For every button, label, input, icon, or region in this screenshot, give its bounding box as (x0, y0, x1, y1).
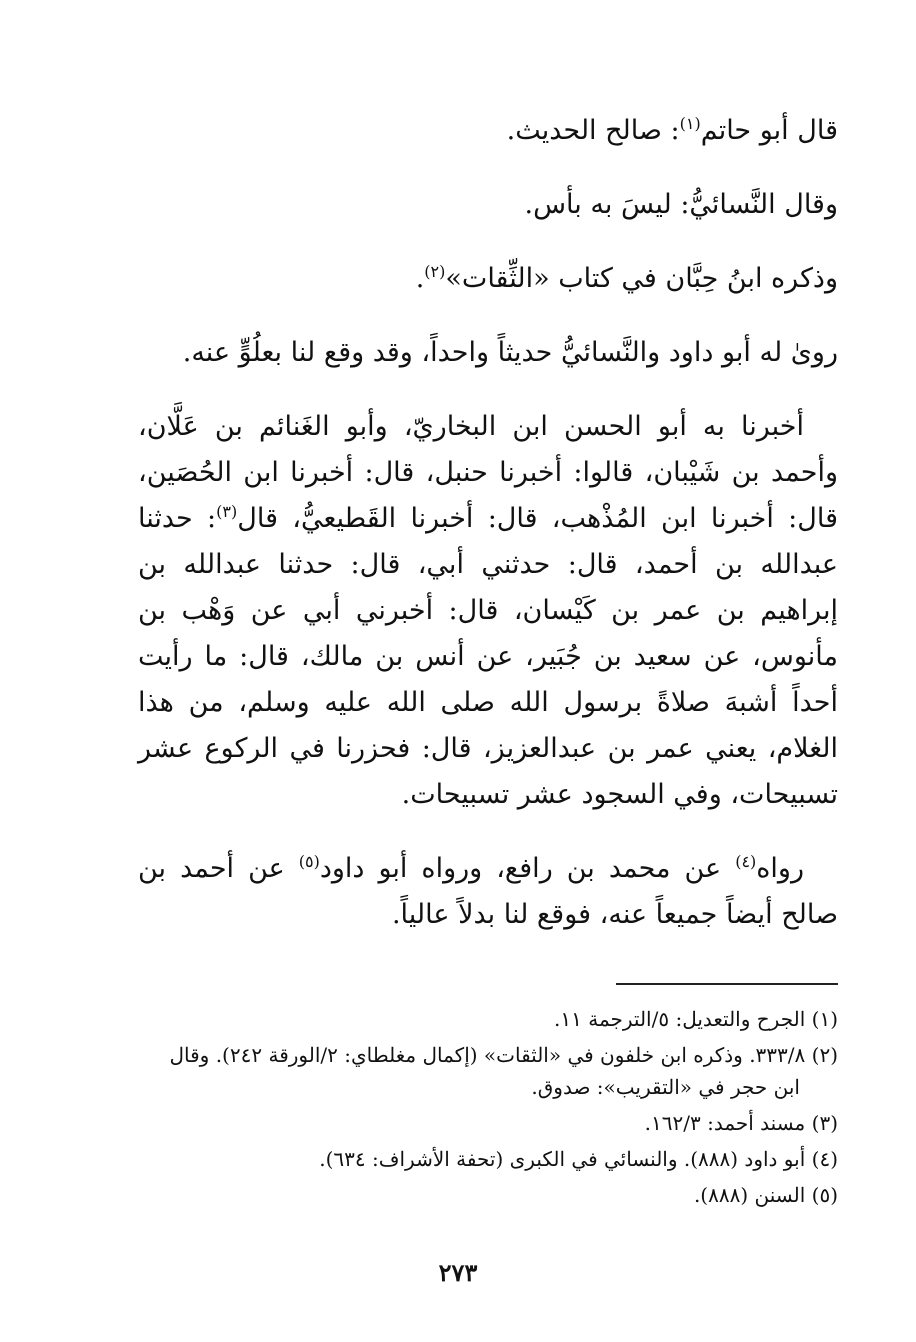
closing-text: عن محمد بن رافع، ورواه أبو داود (319, 853, 736, 884)
isnad-text: أخبرنا به أبو الحسن ابن البخاريّ، وأبو الغَنائم بن عَلَّان، وأحمد بن شَيْبان، قالوا: أخبرنا حنبل، قال: أخبرنا ابن الحُصَين، قال: أخبرنا ابن المُذْهب، قال: أخبرنا القَطيعيُّ، قال (138, 411, 838, 534)
paragraph-closing (138, 846, 838, 938)
footnote-continuation: ابن حجر في «التقريب»: صدوق. (531, 1075, 800, 1099)
footnote-number: (١) (811, 1007, 838, 1031)
footnote-number: (٥) (811, 1183, 838, 1207)
footnote-divider (616, 983, 838, 985)
footnote-ref: (٢) (424, 262, 446, 281)
paragraph-text: : صالح الحديث. (506, 115, 680, 146)
footnote-text: ٣٣٣/٨. وذكره ابن خلفون في «الثقات» (إكمال مغلطاي: ٢/الورقة ٢٤٢). وقال (169, 1043, 806, 1067)
paragraph-text: وذكره ابنُ حِبَّان في كتاب «الثِّقات» (445, 263, 838, 294)
footnote-ref: (١) (679, 114, 701, 133)
footnote-2 (138, 1039, 838, 1103)
footnote-text: مسند أحمد: ١٦٢/٣. (644, 1111, 806, 1135)
footnote-3 (138, 1107, 838, 1139)
footnote-ref: (٥) (298, 852, 320, 871)
paragraph-abu-hatim (138, 108, 838, 154)
footnote-1 (138, 1003, 838, 1035)
closing-text: رواه (756, 853, 805, 884)
paragraph-nasai (138, 182, 838, 228)
footnote-number: (٢) (811, 1043, 838, 1067)
footnote-ref: (٣) (216, 502, 238, 521)
footnote-ref: (٤) (735, 852, 757, 871)
main-text (138, 108, 838, 966)
footnote-5 (138, 1179, 838, 1211)
paragraph-text: روىٰ له أبو داود والنَّسائيُّ حديثاً واحداً، وقد وقع لنا بعلُوٍّ عنه. (182, 337, 838, 368)
paragraph-text: . (415, 263, 425, 294)
page-number: ٢٧٣ (438, 1258, 478, 1287)
paragraph-rawa (138, 330, 838, 376)
closing-text: عن أحمد بن صالح أيضاً جميعاً عنه، فوقع لنا بدلاً عالياً. (138, 853, 838, 930)
footnote-4 (138, 1143, 838, 1175)
footnote-text: أبو داود (٨٨٨). والنسائي في الكبرى (تحفة الأشراف: ٦٣٤). (319, 1147, 806, 1171)
footnotes (138, 1003, 838, 1215)
footnote-text: السنن (٨٨٨). (693, 1183, 806, 1207)
footnote-number: (٣) (811, 1111, 838, 1135)
footnote-number: (٤) (811, 1147, 838, 1171)
paragraph-text: قال أبو حاتم (700, 115, 838, 146)
paragraph-text: وقال النَّسائيُّ: ليسَ به بأس. (524, 189, 838, 220)
paragraph-isnad (138, 404, 838, 818)
isnad-text: : حدثنا عبدالله بن أحمد، قال: حدثني أبي، قال: حدثنا عبدالله بن إبراهيم بن عمر بن كَيْسان، قال: أخبرني أبي عن وَهْب بن مأنوس، عن سعيد بن جُبَير، عن أنس بن مالك، قال: ما رأيت أحداً أشبهَ صلاةً برسول الله صلى الله عليه وسلم، من هذا الغلام، يعني عمر بن عبدالعزيز، قال: فحزرنا في الركوع عشر تسبيحات، وفي السجود عشر تسبيحات. (138, 503, 838, 810)
paragraph-ibn-hibban (138, 256, 838, 302)
footnote-text: الجرح والتعديل: ٥/الترجمة ١١. (554, 1007, 806, 1031)
